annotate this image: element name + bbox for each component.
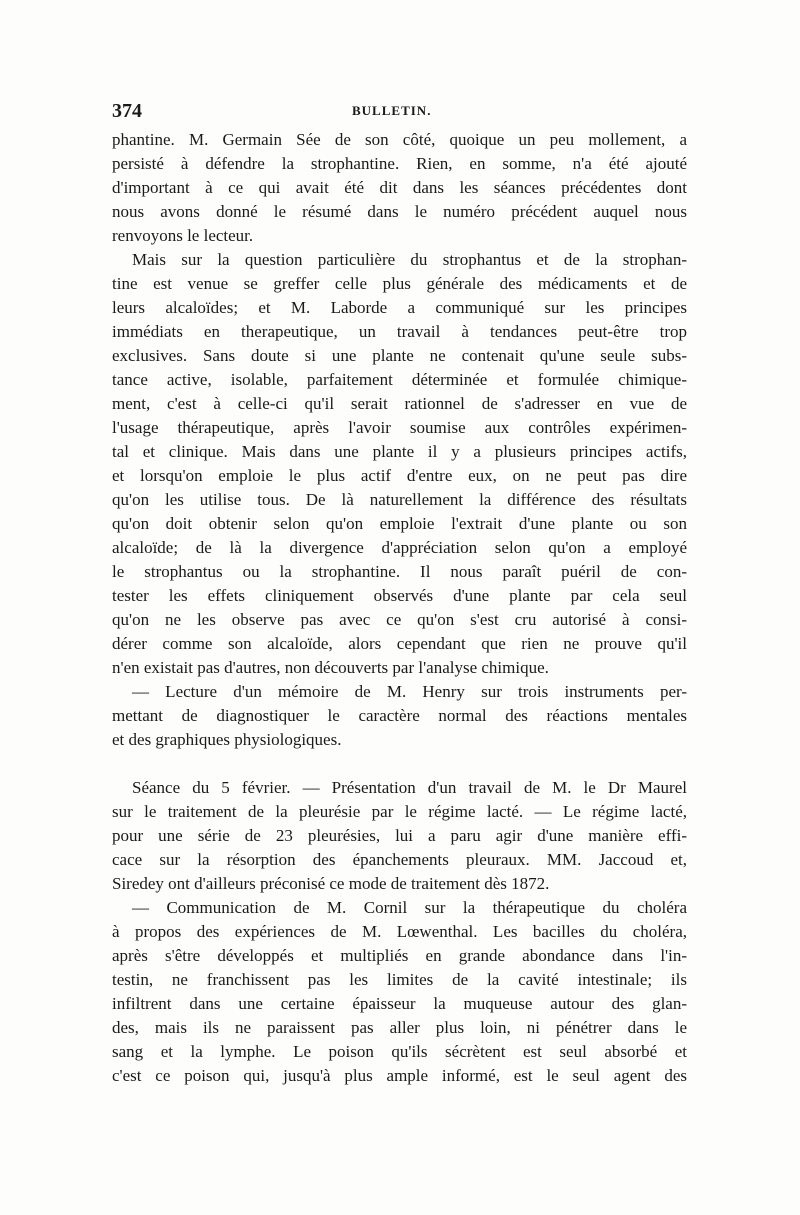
paragraph-henry xyxy=(112,680,687,752)
text-line: et des graphiques physiologiques. xyxy=(112,730,342,749)
text-line: alcaloïde; de là la divergence d'appréciation selon qu'on a employé xyxy=(112,538,687,557)
text-line: d'important à ce qui avait été dit dans les séances précédentes dont xyxy=(112,178,687,197)
text-line: sur le traitement de la pleurésie par le régime lacté. — Le régime lacté, xyxy=(112,802,687,821)
text-line: le strophantus ou la strophantine. Il nous paraît puéril de con- xyxy=(112,562,687,581)
text-line: après s'être développés et multipliés en grande abondance dans l'in- xyxy=(112,946,687,965)
text-line: c'est ce poison qui, jusqu'à plus ample informé, est le seul agent des xyxy=(112,1066,687,1085)
text-line: tance active, isolable, parfaitement déterminée et formulée chimique- xyxy=(112,370,687,389)
paragraph-continuation xyxy=(112,128,687,248)
text-line: et lorsqu'on emploie le plus actif d'entre eux, on ne peut pas dire xyxy=(112,466,687,485)
text-line: tal et clinique. Mais dans une plante il y a plusieurs principes actifs, xyxy=(112,442,687,461)
text-line: à propos des expériences de M. Lœwenthal. Les bacilles du choléra, xyxy=(112,922,687,941)
text-line: sang et la lymphe. Le poison qu'ils sécrètent est seul absorbé et xyxy=(112,1042,687,1061)
running-title: BULLETIN. xyxy=(352,103,432,118)
text-line: immédiats en therapeutique, un travail à tendances peut-être trop xyxy=(112,322,687,341)
text-line: — Communication de M. Cornil sur la thérapeutique du choléra xyxy=(132,898,687,917)
paragraph-cornil xyxy=(112,896,687,1088)
text-line: tine est venue se greffer celle plus générale des médicaments et de xyxy=(112,274,687,293)
text-line: des, mais ils ne paraissent pas aller plus loin, ni pénétrer dans le xyxy=(112,1018,687,1037)
text-line: Séance du 5 février. — Présentation d'un travail de M. le Dr Maurel xyxy=(132,778,687,797)
body-text xyxy=(112,128,687,1088)
text-line: exclusives. Sans doute si une plante ne contenait qu'une seule subs- xyxy=(112,346,687,365)
paragraph-strophantus xyxy=(112,248,687,680)
text-line: qu'on doit obtenir selon qu'on emploie l'extrait d'une plante ou son xyxy=(112,514,687,533)
text-line: mettant de diagnostiquer le caractère normal des réactions mentales xyxy=(112,706,687,725)
text-line: qu'on les utilise tous. De là naturellement la différence des résultats xyxy=(112,490,687,509)
text-line: l'usage thérapeutique, après l'avoir soumise aux contrôles expérimen- xyxy=(112,418,687,437)
text-line: ment, c'est à celle-ci qu'il serait rationnel de s'adresser en vue de xyxy=(112,394,687,413)
text-line: n'en existait pas d'autres, non découverts par l'analyse chimique. xyxy=(112,658,549,677)
text-line: Siredey ont d'ailleurs préconisé ce mode de traitement dès 1872. xyxy=(112,874,550,893)
text-line: leurs alcaloïdes; et M. Laborde a communiqué sur les principes xyxy=(112,298,687,317)
running-head xyxy=(112,100,687,126)
text-line: qu'on ne les observe pas avec ce qu'on s'est cru autorisé à consi- xyxy=(112,610,687,629)
paragraph-seance-5-fevrier xyxy=(112,776,687,896)
text-line: nous avons donné le résumé dans le numéro précédent auquel nous xyxy=(112,202,687,221)
text-line: cace sur la résorption des épanchements pleuraux. MM. Jaccoud et, xyxy=(112,850,687,869)
text-line: pour une série de 23 pleurésies, lui a paru agir d'une manière effi- xyxy=(112,826,687,845)
text-line: testin, ne franchissent pas les limites de la cavité intestinale; ils xyxy=(112,970,687,989)
text-line: Mais sur la question particulière du strophantus et de la strophan- xyxy=(132,250,687,269)
text-line: tester les effets cliniquement observés d'une plante par cela seul xyxy=(112,586,687,605)
text-line: renvoyons le lecteur. xyxy=(112,226,254,245)
text-line: phantine. M. Germain Sée de son côté, quoique un peu mollement, a xyxy=(112,130,687,149)
text-line: dérer comme son alcaloïde, alors cependant que rien ne prouve qu'il xyxy=(112,634,687,653)
page-number: 374 xyxy=(112,100,142,122)
text-line: — Lecture d'un mémoire de M. Henry sur trois instruments per- xyxy=(132,682,687,701)
text-line: persisté à défendre la strophantine. Rien, en somme, n'a été ajouté xyxy=(112,154,687,173)
section-gap xyxy=(112,752,687,776)
text-line: infiltrent dans une certaine épaisseur la muqueuse autour des glan- xyxy=(112,994,687,1013)
